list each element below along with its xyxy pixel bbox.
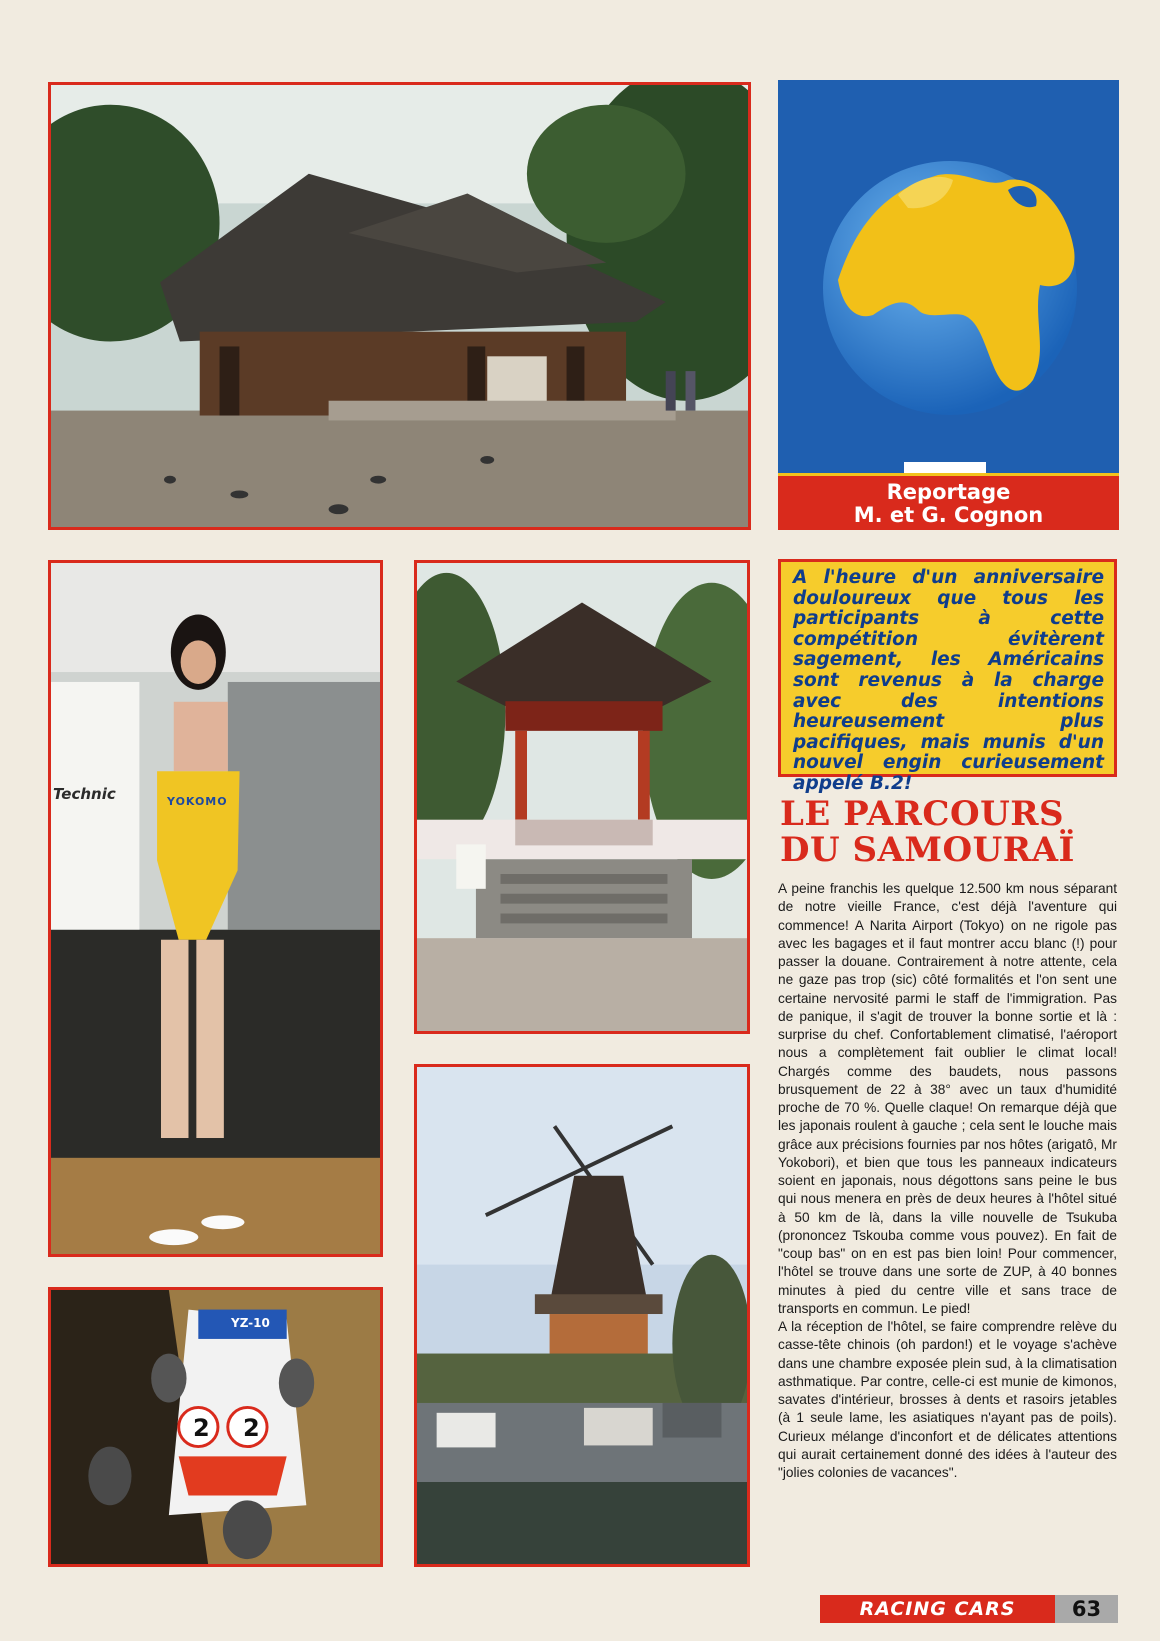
model-photo bbox=[48, 560, 383, 1257]
swimsuit-logo: YOKOMO bbox=[167, 795, 228, 808]
globe-illustration bbox=[778, 80, 1119, 530]
article-body bbox=[778, 880, 1117, 1570]
byline-line2: M. et G. Cognon bbox=[853, 503, 1044, 527]
magazine-brand: RACING CARS bbox=[820, 1595, 1055, 1623]
car-wing-text: YZ-10 bbox=[231, 1316, 270, 1330]
article-title bbox=[780, 796, 1120, 868]
page-footer bbox=[820, 1595, 1118, 1623]
intro-box: A l'heure d'un anniversaire douloureux que tous les participants à cette compétition évitèrent sagement, les Américains sont revenus à la charge avec des intentions heureusement plus pacifiques, mais munis d'un nouvel engin curieusement appelé B.2! bbox=[778, 559, 1117, 777]
car-number-right: 2 bbox=[243, 1414, 260, 1442]
body-paragraph-1: A peine franchis les quelque 12.500 km nous séparant de notre vieille France, c'est déjà l'aventure qui commence! A Narita Airport (Tokyo) on ne rigole pas avec les bagages et il faut montrer accu blanc (!) pour passer la douane. Contrairement à notre attente, cela ne gaze pas trop (sic) côté formalités et l'on sent une certaine nervosité parmi le staff de l'immigration. Pas de panique, il s'agit de trouver la bonne sortie et là : surprise du chef. Confortablement climatisé, l'aéroport nous a complètement fait oublier le climat local! Chargés comme des baudets, nous passons brusquement de 22 à 38° avec un taux d'humidité proche de 70 %. Quelle claque! On remarque déjà que les japonais roulent à gauche ; cela sent le louche mais grâce aux précisions fournies par nos hôtes (arigatô, Mr Yokobori), et bien que tous les panneaux indicateurs soient en japonais, nous dégottons sans peine le bus qui nous menera en près de deux heures à l'hôtel situé à 50 km de là, dans la ville nouvelle de Tsukuba (prononcez Tskouba comme vous pouvez). En fait de "coup bas" on en est pas bien loin! Pour commencer, l'hôtel se trouve dans une sorte de ZUP, à 40 bonnes minutes à pied du centre ville et sans trace de transports en commun. Le pied! bbox=[778, 881, 1117, 1316]
rc-car-photo bbox=[48, 1287, 383, 1567]
sign-text: Technic bbox=[53, 785, 116, 803]
title-line1: LE PARCOURS bbox=[780, 794, 1065, 834]
page-number: 63 bbox=[1055, 1595, 1118, 1623]
byline-line1: Reportage bbox=[886, 480, 1011, 504]
title-line2: DU SAMOURAÏ bbox=[780, 830, 1075, 870]
pavilion-photo bbox=[414, 560, 750, 1034]
car-number-left: 2 bbox=[193, 1414, 210, 1442]
byline bbox=[778, 473, 1119, 530]
globe-panel bbox=[778, 80, 1119, 530]
temple-photo bbox=[48, 82, 751, 530]
body-paragraph-2: A la réception de l'hôtel, se faire comprendre relève du casse-tête chinois (oh pardon!) et le voyage s'achève dans une chambre exposée plein sud, à la climatisation asthmatique. Par contre, celle-ci est munie de kimonos, savates d'intérieur, brosses à dents et rasoirs jetables (à 1 seule lame, les asiatiques n'ayant pas de poils). Curieux mélange d'inconfort et de délicates attentions qui aurait certainement donné des idées à l'auteur des "jolies colonies de vacances". bbox=[778, 1319, 1117, 1480]
windmill-photo bbox=[414, 1064, 750, 1567]
